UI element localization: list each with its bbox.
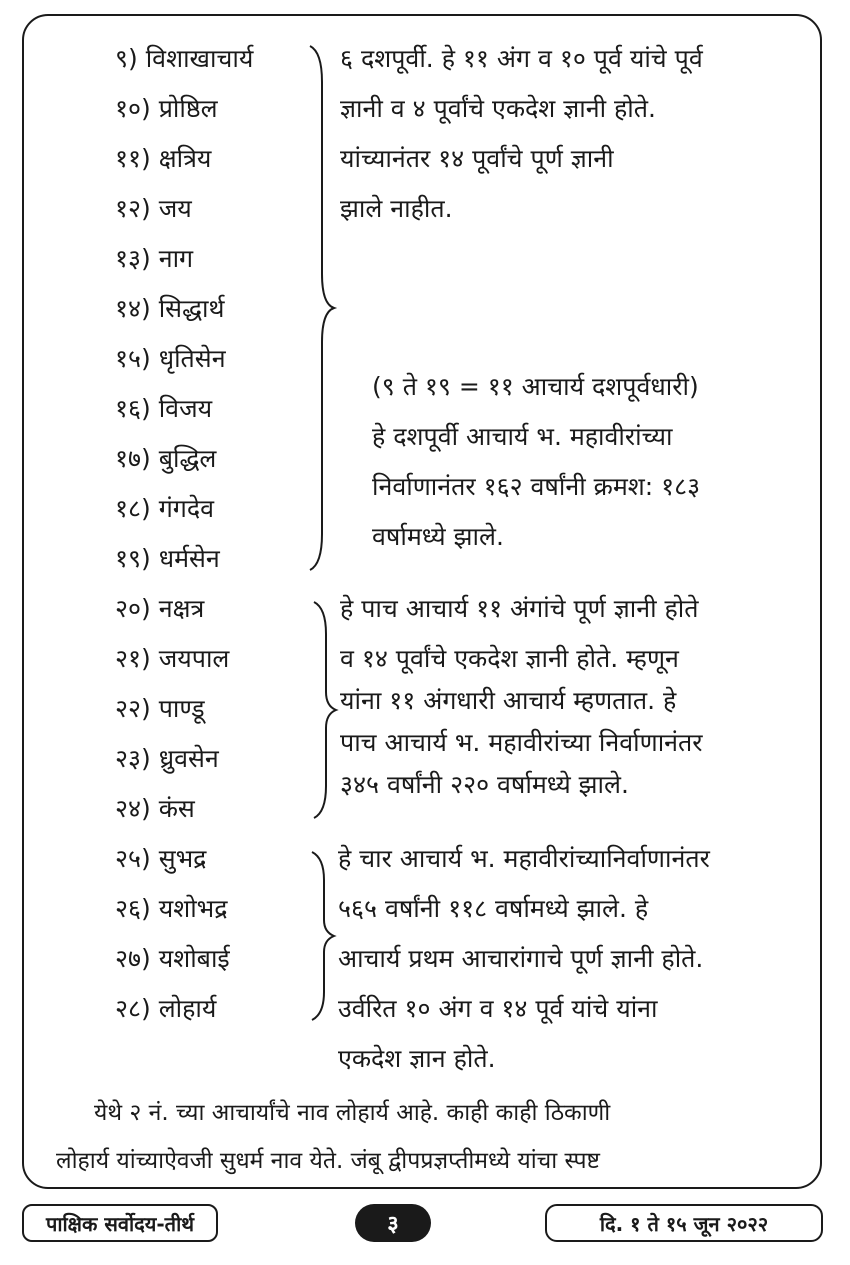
- publication-name: पाक्षिक सर्वोदय-तीर्थ: [22, 1204, 218, 1242]
- group3-line-5: एकदेश ज्ञान होते.: [338, 1044, 496, 1073]
- acharya-name-11: ११) क्षत्रिय: [115, 144, 212, 173]
- acharya-name-17: १७) बुद्धिल: [115, 444, 217, 473]
- issue-date: दि. १ ते १५ जून २०२२: [545, 1204, 823, 1242]
- closing-line-1: येथे २ नं. च्या आचार्यांचे नाव लोहार्य आहे. काही काही ठिकाणी: [94, 1100, 611, 1126]
- acharya-name-26: २६) यशोभद्र: [115, 894, 228, 923]
- group3-line-3: आचार्य प्रथम आचारांगाचे पूर्ण ज्ञानी होते.: [338, 944, 704, 973]
- group3-line-4: उर्वरित १० अंग व १४ पूर्व यांचे यांना: [338, 994, 658, 1023]
- acharya-name-13: १३) नाग: [115, 244, 194, 273]
- acharya-name-12: १२) जय: [115, 194, 192, 223]
- group1-note-line-3: निर्वाणानंतर १६२ वर्षांनी क्रमश: १८३: [372, 472, 701, 501]
- group2-line-4: पाच आचार्य भ. महावीरांच्या निर्वाणानंतर: [340, 728, 703, 757]
- acharya-name-19: १९) धर्मसेन: [115, 544, 220, 573]
- group3-line-1: हे चार आचार्य भ. महावीरांच्यानिर्वाणानंतर: [338, 844, 710, 873]
- acharya-name-25: २५) सुभद्र: [115, 844, 207, 873]
- brace-group-2: [306, 598, 344, 822]
- group1-note-line-2: हे दशपूर्वी आचार्य भ. महावीरांच्या: [372, 422, 673, 451]
- acharya-name-27: २७) यशोबाई: [115, 944, 230, 973]
- group1-line-3: यांच्यानंतर १४ पूर्वांचे पूर्ण ज्ञानी: [340, 144, 614, 173]
- group1-line-4: झाले नाहीत.: [340, 194, 453, 223]
- acharya-name-18: १८) गंगदेव: [115, 494, 215, 523]
- acharya-name-9: ९) विशाखाचार्य: [115, 44, 254, 73]
- acharya-name-14: १४) सिद्धार्थ: [115, 294, 225, 323]
- group2-line-1: हे पाच आचार्य ११ अंगांचे पूर्ण ज्ञानी होते: [340, 594, 699, 623]
- acharya-name-21: २१) जयपाल: [115, 644, 230, 673]
- acharya-name-22: २२) पाण्डू: [115, 694, 205, 723]
- acharya-name-20: २०) नक्षत्र: [115, 594, 205, 623]
- brace-group-3: [304, 848, 342, 1024]
- group2-line-5: ३४५ वर्षांनी २२० वर्षामध्ये झाले.: [340, 770, 629, 799]
- acharya-name-15: १५) धृतिसेन: [115, 344, 226, 373]
- brace-group-1: [302, 42, 342, 574]
- closing-line-2: लोहार्य यांच्याऐवजी सुधर्म नाव येते. जंबू द्वीपप्रज्ञप्तीमध्ये यांचा स्पष्ट: [56, 1148, 600, 1174]
- group2-line-2: व १४ पूर्वांचे एकदेश ज्ञानी होते. म्हणून: [340, 644, 679, 673]
- group1-line-2: ज्ञानी व ४ पूर्वांचे एकदेश ज्ञानी होते.: [340, 94, 656, 123]
- group1-note-line-1: (९ ते १९ = ११ आचार्य दशपूर्वधारी): [372, 372, 699, 401]
- group1-note-line-4: वर्षामध्ये झाले.: [372, 522, 504, 551]
- group3-line-2: ५६५ वर्षांनी ११८ वर्षामध्ये झाले. हे: [338, 894, 649, 923]
- acharya-name-24: २४) कंस: [115, 794, 195, 823]
- acharya-name-23: २३) ध्रुवसेन: [115, 744, 219, 773]
- acharya-name-10: १०) प्रोष्ठिल: [115, 94, 218, 123]
- group1-line-1: ६ दशपूर्वी. हे ११ अंग व १० पूर्व यांचे पूर्व: [340, 44, 703, 73]
- acharya-name-28: २८) लोहार्य: [115, 994, 217, 1023]
- group2-line-3: यांना ११ अंगधारी आचार्य म्हणतात. हे: [340, 686, 677, 715]
- page-number: ३: [355, 1204, 431, 1242]
- acharya-name-16: १६) विजय: [115, 394, 213, 423]
